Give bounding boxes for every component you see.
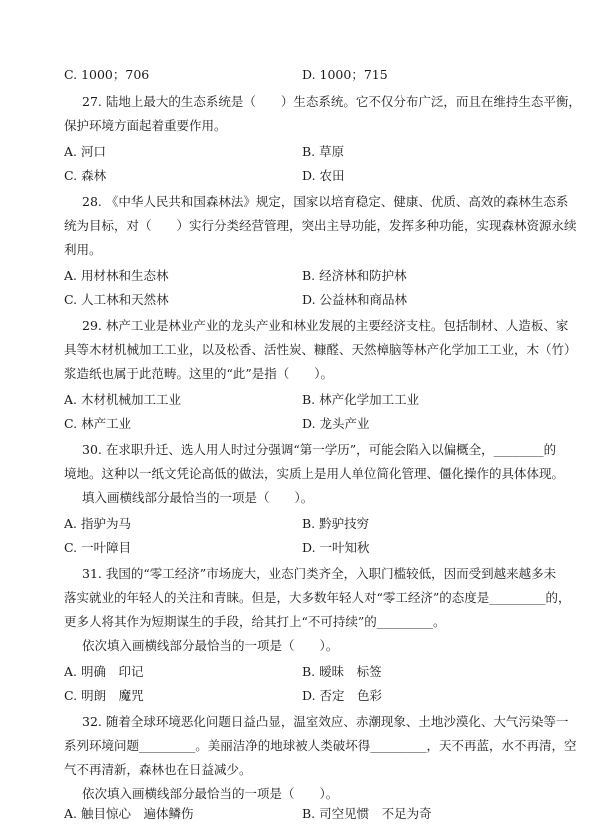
q28-option-c: C. 人工林和天然林 (64, 292, 169, 307)
q30-stem-line2: 境地。这种以一纸文凭论高低的做法，实质上是用人单位简化管理、僵化操作的具体体现。 (64, 466, 565, 481)
q29-stem-line2: 具等木材机械加工工业，以及松香、活性炭、糠醛、天然樟脑等林产化学加工工业，木（竹） (64, 342, 577, 357)
q29-option-c: C. 林产工业 (64, 416, 132, 431)
q27-option-c: C. 森林 (64, 168, 107, 183)
q30-option-d: D. 一叶知秋 (302, 540, 370, 555)
q31-instruction: 依次填入画横线部分最恰当的一项是（ ）。 (82, 638, 339, 653)
q30-option-a: A. 指驴为马 (64, 516, 131, 531)
q28-stem-line1: 28. 《中华人民共和国森林法》规定，国家以培育稳定、健康、优质、高效的森林生态系 (82, 194, 569, 209)
q28-stem-line3: 利用。 (64, 242, 102, 257)
q28-stem-line2: 统为目标，对（ ）实行分类经营管理，突出主导功能，发挥多种功能，实现森林资源永续 (64, 218, 577, 233)
q27-option-b: B. 草原 (302, 144, 345, 159)
q29-stem-line3: 浆造纸也属于此范畴。这里的“此”是指（ ）。 (64, 366, 334, 381)
q32-stem-line2: 系列环境问题_________。美丽洁净的地球被人类破坏得_________，天不再蓝，水不再清，空 (64, 738, 577, 753)
q27-stem-line1: 27. 陆地上最大的生态系统是（ ）生态系统。它不仅分布广泛，而且在维持生态平衡， (82, 94, 581, 109)
q31-option-d: D. 否定 色彩 (302, 688, 383, 703)
q32-stem-line1: 32. 随着全球环境恶化问题日益凸显，温室效应、赤潮现象、土地沙漠化、大气污染等一 (82, 714, 569, 729)
q30-stem-line1: 30. 在求职升迁、选人用人时过分强调“第一学历”，可能会陷入以偏概全，________的 (82, 442, 557, 457)
q31-stem-line3: 更多人将其作为短期谋生的手段，给其打上“不可持续”的_________。 (64, 614, 446, 629)
q30-option-b: B. 黔驴技穷 (302, 516, 370, 531)
q26-option-d: D. 1000；715 (302, 67, 388, 82)
q26-option-c: C. 1000；706 (64, 67, 150, 82)
q29-option-a: A. 木材机械加工工业 (64, 392, 181, 407)
q31-stem-line2: 落实就业的年轻人的关注和青睐。但是，大多数年轻人对“零工经济”的态度是_________的， (64, 590, 571, 605)
q27-option-a: A. 河口 (64, 144, 106, 159)
q30-instruction: 填入画横线部分最恰当的一项是（ ）。 (82, 490, 314, 505)
q31-stem-line1: 31. 我国的“零工经济”市场庞大，业态门类齐全，入职门槛较低，因而受到越来越多未 (82, 566, 557, 581)
q28-option-b: B. 经济林和防护林 (302, 268, 407, 283)
q32-option-b: B. 司空见惯 不足为奇 (302, 806, 432, 821)
q32-option-a: A. 触目惊心 遍体鳞伤 (64, 806, 194, 821)
q29-option-d: D. 龙头产业 (302, 416, 370, 431)
q31-option-b: B. 暧昧 标签 (302, 664, 382, 679)
q29-option-b: B. 林产化学加工工业 (302, 392, 420, 407)
q27-option-d: D. 农田 (302, 168, 345, 183)
q27-stem-line2: 保护环境方面起着重要作用。 (64, 118, 227, 133)
q28-option-d: D. 公益林和商品林 (302, 292, 408, 307)
q32-stem-line3: 气不再清新，森林也在日益减少。 (64, 762, 252, 777)
q32-instruction: 依次填入画横线部分最恰当的一项是（ ）。 (82, 786, 339, 801)
q28-option-a: A. 用材林和生态林 (64, 268, 169, 283)
q31-option-a: A. 明确 印记 (64, 664, 144, 679)
q30-option-c: C. 一叶障目 (64, 540, 132, 555)
q31-option-c: C. 明朗 魔咒 (64, 688, 144, 703)
q29-stem-line1: 29. 林产工业是林业产业的龙头产业和林业发展的主要经济支柱。包括制材、人造板、家 (82, 318, 569, 333)
